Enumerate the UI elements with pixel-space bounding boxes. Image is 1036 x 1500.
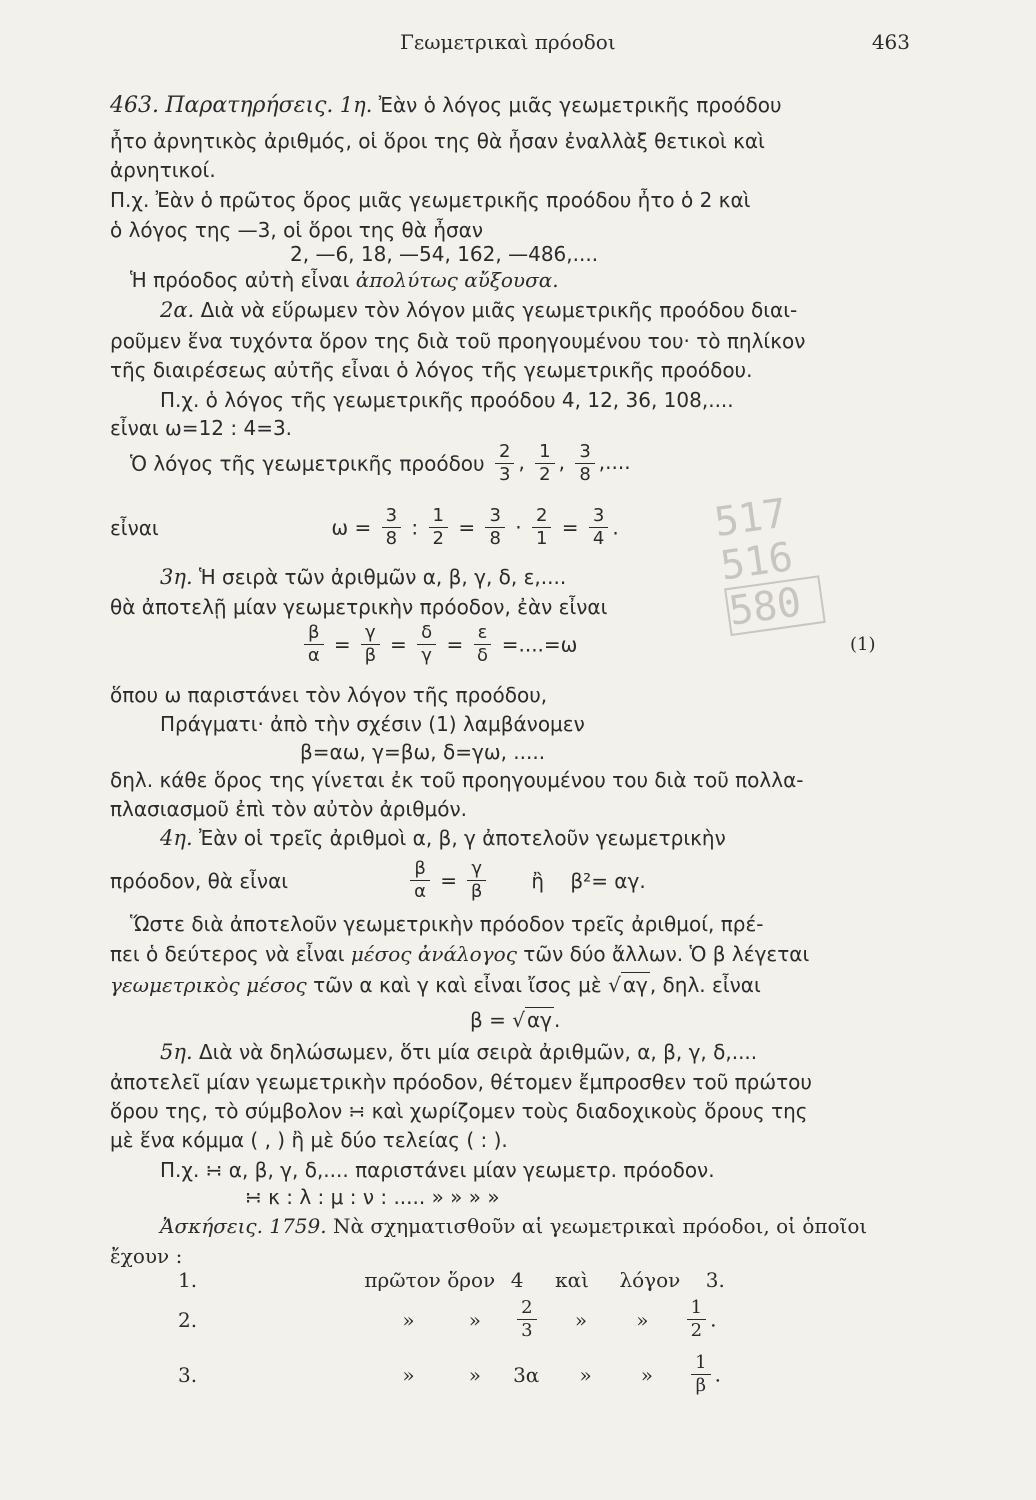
text: Διὰ νὰ δηλώσωμεν, ὅτι μία σειρὰ ἀριθμῶν, α, β, γ, δ,.... [192, 1040, 758, 1064]
ratio-example-line: Ὁ λόγος τῆς γεωμετρικῆς προόδου $\frac{2}{3}$ , $\frac{1}{2}$ , $\frac{3}{8}$ ,.... [130, 441, 631, 485]
text-line: ὅπου ω παριστάνει τὸν λόγον τῆς προόδου, [110, 683, 548, 707]
text-line [160, 298, 797, 322]
text: Ὁ λόγος τῆς γεωμετρικῆς προόδου [130, 451, 485, 476]
item-label: 1η. [339, 93, 373, 117]
text-line: μὲ ἕνα κόμμα ( , ) ἢ μὲ δύο τελείας ( : ). [110, 1128, 508, 1152]
text-line: ἔχουν : [110, 1244, 183, 1268]
item-label: 2α. [160, 298, 195, 322]
text-line: εἶναι ω=12 : 4=3. [110, 416, 293, 440]
text-line [160, 1040, 757, 1064]
text-line: πλασιασμοῦ ἐπὶ τὸν αὐτὸν ἀριθμόν. [110, 797, 467, 821]
text: Ἡ σειρὰ τῶν ἀριθμῶν α, β, γ, δ, ε,.... [192, 565, 567, 589]
exercises-label: Ἀσκήσεις. [160, 1214, 263, 1238]
section-title: Παρατηρήσεις. [165, 93, 334, 118]
text: εἶναι [110, 515, 159, 540]
fraction: $\frac{3}{8}$ [485, 505, 504, 550]
fraction: $\frac{1}{2}$ [687, 1297, 706, 1342]
fraction: $\frac{\varepsilon}{\delta}$ [474, 622, 492, 667]
emphasis: ἀπολύτως αὔξουσα. [355, 268, 559, 292]
exercise-1: 1. πρῶτον ὅρον 4 καὶ λόγον 3. [178, 1268, 725, 1292]
text-line: θὰ ἀποτελῇ μίαν γεωμετρικὴν πρόοδον, ἐὰν εἶναι [110, 595, 608, 619]
item-label: 5η. [160, 1040, 193, 1064]
library-stamp: 517 516 580 [712, 481, 888, 700]
text-line: Π.χ. Ἐὰν ὁ πρῶτος ὅρος μιᾶς γεωμετρικῆς προόδου ἦτο ὁ 2 καὶ [110, 188, 751, 212]
text-line: ὅρου της, τὸ σύμβολον ∺ καὶ χωρίζομεν τοὺς διαδοχικοὺς ὅρους της [110, 1099, 808, 1123]
page-number: 463 [871, 30, 910, 54]
running-title: Γεωμετρικαὶ πρόοδοι [400, 30, 616, 54]
fraction: $\frac{3}{8}$ [575, 441, 594, 486]
fraction: $\frac{\gamma}{\beta}$ [361, 622, 380, 667]
text: Διὰ νὰ εὕρωμεν τὸν λόγον μιᾶς γεωμετρικῆς προόδου διαι- [194, 298, 798, 322]
text: Ἐὰν οἱ τρεῖς ἀριθμοὶ α, β, γ ἀποτελοῦν γεωμετρικὴν [192, 826, 726, 850]
mean-condition: πρόοδον, θὰ εἶναι $\frac{\beta}{\alpha}$ = $\frac{\gamma}{\beta}$ ἢ β²= αγ. [110, 858, 646, 902]
exercise-2: 2. » » $\frac{2}{3}$ » » $\frac{1}{2}$ . [178, 1297, 717, 1341]
para-463-line [110, 93, 782, 118]
exercise-number: 1759. [269, 1214, 327, 1238]
fraction: $\frac{\delta}{\gamma}$ [417, 622, 436, 667]
relations: β=αω, γ=βω, δ=γω, ..... [300, 740, 546, 764]
fraction: $\frac{1}{2}$ [429, 505, 448, 550]
text-line [130, 268, 559, 292]
text-line: Π.χ. ∺ α, β, γ, δ,.... παριστάνει μίαν γεωμετρ. πρόοδον. [160, 1158, 715, 1182]
text: Ἐὰν ὁ λόγος μιᾶς γεωμετρικῆς προόδου [372, 93, 782, 117]
text-line: ἀποτελεῖ μίαν γεωμετρικὴν πρόοδον, θέτομεν ἔμπροσθεν τοῦ πρώτου [110, 1070, 812, 1094]
fraction: $\frac{2}{3}$ [517, 1297, 536, 1342]
text-line: πει ὁ δεύτερος νὰ εἶναι μέσος ἀνάλογος τῶν δύο ἄλλων. Ὁ β λέγεται [110, 942, 810, 966]
text-line: ἀρνητικοί. [110, 158, 216, 182]
fraction: $\frac{3}{4}$ [589, 505, 608, 550]
fraction: $\frac{\gamma}{\beta}$ [467, 858, 486, 903]
fraction: $\frac{\beta}{\alpha}$ [410, 858, 430, 903]
text-line: Πράγματι· ἀπὸ τὴν σχέσιν (1) λαμβάνομεν [160, 712, 585, 736]
fraction: $\frac{1}{2}$ [535, 441, 554, 486]
text-line: ὁ λόγος της —3, οἱ ὅροι της θὰ ἦσαν [110, 218, 484, 242]
text-line: ∺ κ : λ : μ : ν : ..... » » » » [245, 1185, 500, 1209]
text-line: ροῦμεν ἕνα τυχόντα ὅρον της διὰ τοῦ προηγουμένου του· τὸ πηλίκον [110, 329, 806, 353]
text-line: γεωμετρικὸς μέσος τῶν α καὶ γ καὶ εἶναι ἴσος μὲ √ αγ , δηλ. εἶναι [110, 973, 761, 997]
text-line: Π.χ. ὁ λόγος τῆς γεωμετρικῆς προόδου 4, 12, 36, 108,.... [160, 388, 734, 412]
fraction: $\frac{2}{1}$ [532, 505, 551, 550]
text: Ἡ πρόοδος αὐτὴ εἶναι [130, 268, 356, 292]
sequence-example: 2, —6, 18, —54, 162, —486,.... [290, 242, 599, 266]
item-label: 3η. [160, 565, 193, 589]
fraction: $\frac{2}{3}$ [495, 441, 514, 486]
text-line: τῆς διαιρέσεως αὐτῆς εἶναι ὁ λόγος τῆς γεωμετρικῆς προόδου. [110, 358, 753, 382]
emphasis: μέσος ἀνάλογος [350, 942, 517, 966]
item-label: 4η. [160, 826, 193, 850]
equation-1: $\frac{\beta}{\alpha}$ = $\frac{\gamma}{\beta}$ = $\frac{\delta}{\gamma}$ = $\frac{\varepsilon}{\delta}$ =....=ω (1) [300, 622, 880, 667]
text-line [160, 826, 726, 850]
text-line: ἦτο ἀρνητικὸς ἀριθμός, οἱ ὅροι της θὰ ἦσαν ἐναλλὰξ θετικοὶ καὶ [110, 129, 765, 153]
exercises-heading: Ἀσκήσεις. 1759. Νὰ σχηματισθοῦν αἱ γεωμετρικαὶ πρόοδοι, οἱ ὁποῖοι [160, 1214, 868, 1238]
text-line [160, 565, 566, 589]
page-header [110, 30, 910, 60]
ratio-computation: εἶναι ω = $\frac{3}{8}$ : $\frac{1}{2}$ = $\frac{3}{8}$ · $\frac{2}{1}$ = $\frac{3}{4}$ . [110, 505, 619, 549]
equation-number: (1) [850, 634, 876, 655]
fraction: $\frac{\beta}{\alpha}$ [304, 622, 324, 667]
geometric-mean-formula: β = √ αγ . [470, 1008, 561, 1032]
text-line: Ὥστε διὰ ἀποτελοῦν γεωμετρικὴν πρόοδον τρεῖς ἀριθμοί, πρέ- [130, 912, 764, 936]
text-line: δηλ. κάθε ὅρος της γίνεται ἐκ τοῦ προηγουμένου του διὰ τοῦ πολλα- [110, 768, 804, 792]
fraction: $\frac{3}{8}$ [382, 505, 401, 550]
emphasis: γεωμετρικὸς μέσος [110, 973, 307, 997]
section-number: 463. [110, 93, 159, 118]
fraction: $\frac{1}{\beta}$ [691, 1352, 710, 1397]
exercise-3: 3. » » 3α » » $\frac{1}{\beta}$ . [178, 1352, 721, 1396]
